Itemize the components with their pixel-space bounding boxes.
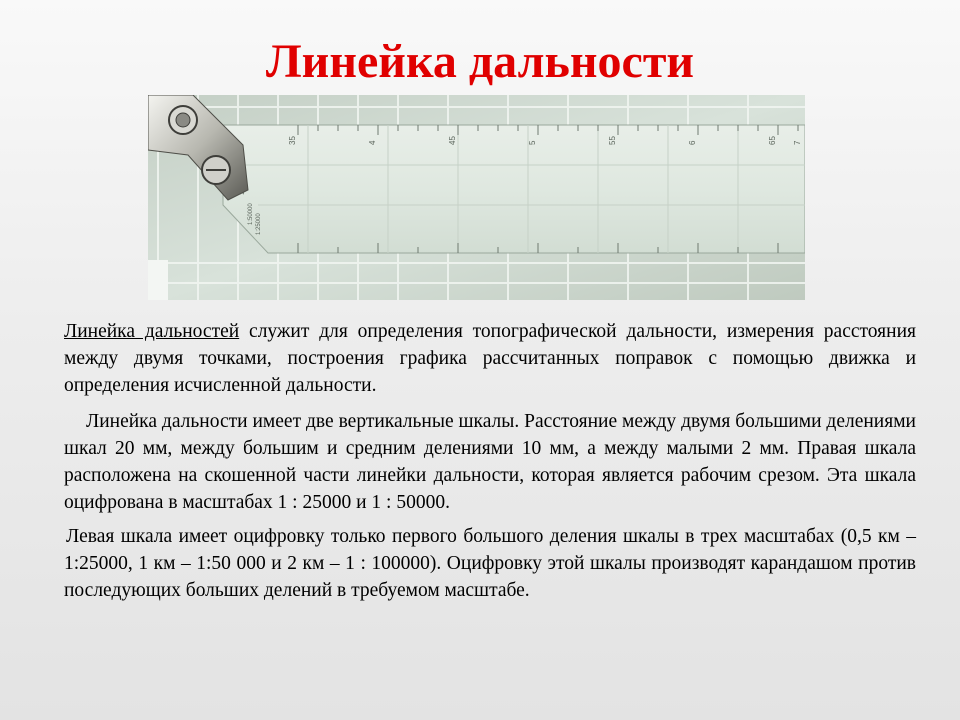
term-link: Линейка дальностей (64, 321, 240, 342)
body-text (64, 318, 916, 604)
range-ruler-photo (148, 95, 805, 300)
paragraph-left-scale: Левая шкала имеет оцифровку только первого большого деления шкалы в трех масштабах (0,5 км – 1:25000, 1 км – 1:50 000 и 2 км – 1 : 100000). Оцифровку этой шкалы производят карандашом против последующих больших делений в требуемом масштабе. (64, 526, 916, 601)
range-ruler-illustration (148, 95, 805, 300)
scale-label-top: 35 (288, 136, 297, 145)
paragraph-definition (64, 318, 916, 399)
scale-label-top: 6 (688, 140, 697, 145)
scale-label-vertical: 1:50000 (248, 203, 254, 225)
scale-label-top: 65 (768, 136, 777, 145)
definition-text: служит для определения топографической дальности, измерения расстояния между двумя точками, построения графика рассчитанных поправок с помощью движка и определения исчисленной дальности. (64, 321, 916, 396)
scale-label-top: 45 (448, 136, 457, 145)
scale-label-top: 55 (608, 136, 617, 145)
scale-label-top: 7 (793, 140, 802, 145)
scale-label-top: 4 (368, 140, 377, 145)
paragraph-scales: Линейка дальности имеет две вертикальные шкалы. Расстояние между двумя большими делениями шкал 20 мм, между большим и средним делениями 10 мм, а между малыми 2 мм. Правая шкала расположена на скошенной части линейки дальности, которая является рабочим срезом. Эта шкала оцифрована в масштабах 1 : 25000 и 1 : 50000. (64, 411, 916, 513)
scale-label-vertical: 1:25000 (256, 213, 262, 235)
slide-title: Линейка дальности (265, 35, 695, 88)
scale-label-top: 5 (528, 140, 537, 145)
